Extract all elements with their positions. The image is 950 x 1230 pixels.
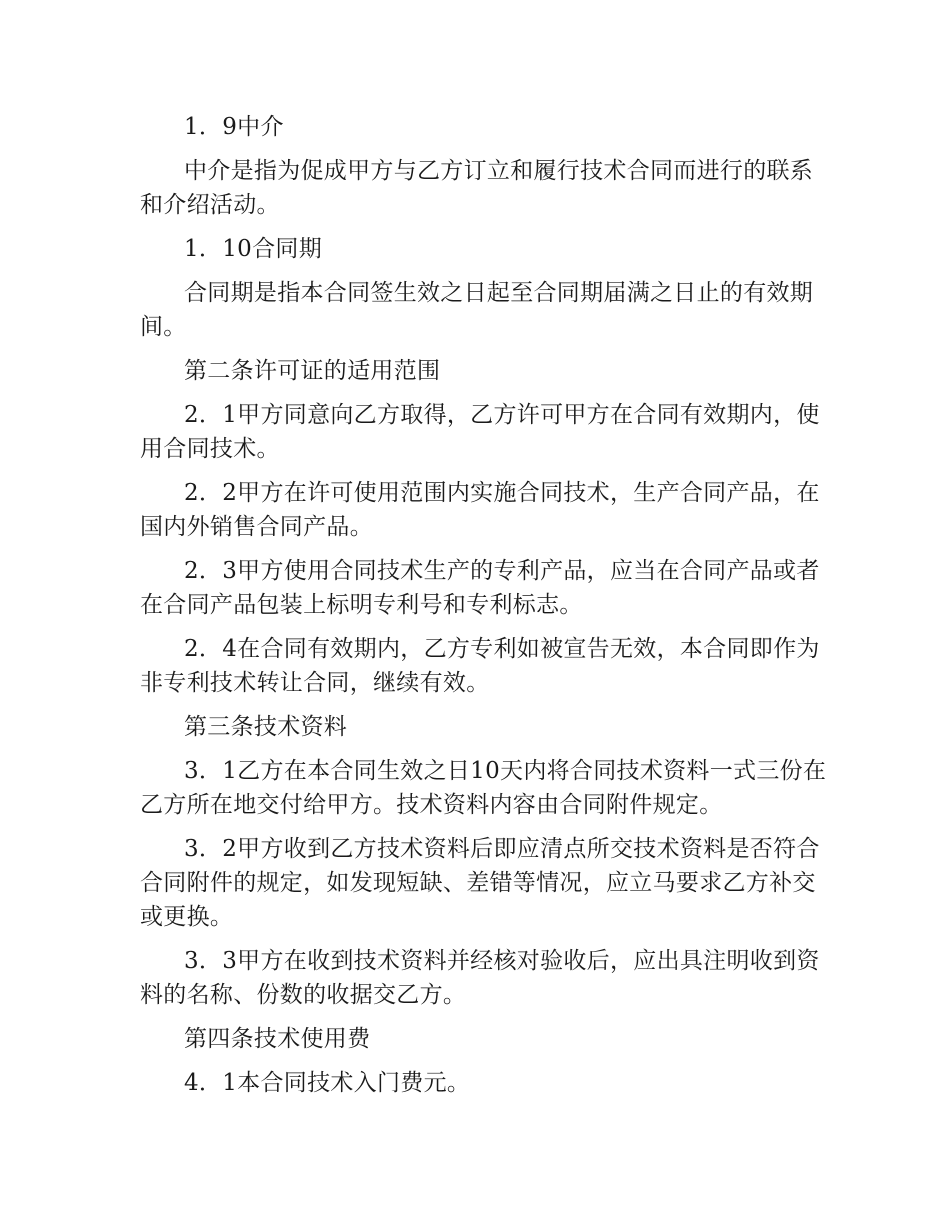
paragraph-contract-period: 合同期是指本合同签生效之日起至合同期届满之日止的有效期间。 [140, 280, 814, 340]
article-heading-3: 第三条技术资料 [184, 714, 348, 740]
article-heading-2: 第二条许可证的适用范围 [184, 358, 441, 384]
paragraph-2-1: 2．1甲方同意向乙方取得，乙方许可甲方在合同有效期内，使用合同技术。 [140, 402, 820, 462]
paragraph-3-1: 3．1乙方在本合同生效之日10天内将合同技术资料一式三份在乙方所在地交付给甲方。技术资料内容由合同附件规定。 [140, 758, 827, 818]
paragraph-3-3: 3．3甲方在收到技术资料并经核对验收后，应出具注明收到资料的名称、份数的收据交乙方。 [140, 948, 820, 1008]
section-heading-1-10: 1．10合同期 [184, 236, 322, 262]
paragraph-2-3: 2．3甲方使用合同技术生产的专利产品，应当在合同产品或者在合同产品包装上标明专利号和专利标志。 [140, 558, 820, 618]
article-heading-4: 第四条技术使用费 [184, 1026, 371, 1052]
paragraph-2-4: 2．4在合同有效期内，乙方专利如被宣告无效，本合同即作为非专利技术转让合同，继续有效。 [140, 636, 820, 696]
paragraph-4-1: 4．1本合同技术入门费元。 [184, 1070, 471, 1096]
paragraph-intermediary: 中介是指为促成甲方与乙方订立和履行技术合同而进行的联系和介绍活动。 [140, 158, 814, 218]
document-body [140, 110, 830, 1110]
paragraph-3-2: 3．2甲方收到乙方技术资料后即应清点所交技术资料是否符合合同附件的规定，如发现短缺、差错等情况，应立马要求乙方补交或更换。 [140, 836, 820, 930]
section-heading-1-9: 1．9中介 [184, 114, 284, 140]
paragraph-2-2: 2．2甲方在许可使用范围内实施合同技术，生产合同产品，在国内外销售合同产品。 [140, 480, 820, 540]
